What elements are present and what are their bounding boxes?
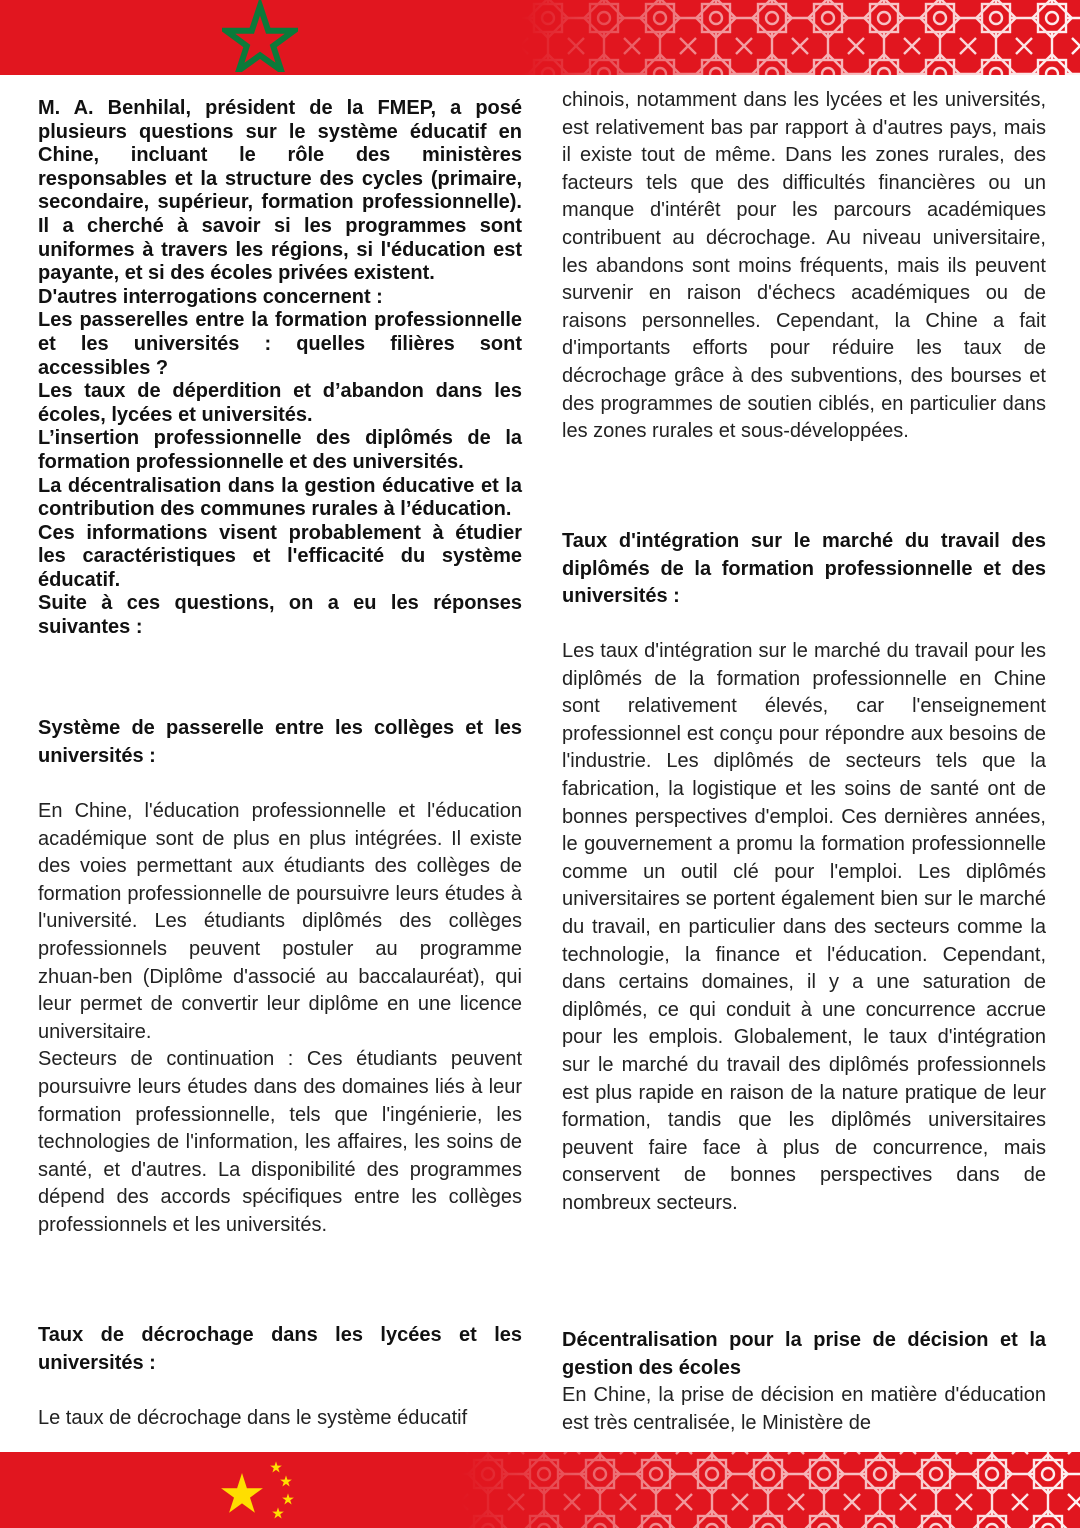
bottom-banner	[0, 1452, 1080, 1528]
decrochage-paragraph-cont: chinois, notamment dans les lycées et les universités, est relativement bas par rapport à d'autres pays, mais il existe tout de même. Dans les zones rurales, des facteurs tels que des difficultés financières ou un manque d'intérêt pour les parcours académiques contribuent au décrochage. Au niveau universitaire, les abandons sont moins fréquents, mais ils peuvent survenir en raison d'échecs académiques ou de raisons personnelles. Cependant, la Chine a fait d'importants efforts pour réduire les taux de décrochage grâce à des subventions, des bourses et des programmes de soutien ciblés, en particulier dans les zones rurales et sous-développées.	[562, 89, 1046, 443]
intro-paragraph: M. A. Benhilal, président de la FMEP, a posé plusieurs questions sur le système éducatif en Chine, incluant le rôle des ministères responsables et la structure des cycles (primaire, secondaire, supérieur, formation professionnelle). Il a cherché à savoir si les programmes sont uniformes à travers les régions, si l'éducation est payante, et si des écoles privées existent.	[38, 97, 522, 285]
top-banner	[0, 0, 1080, 75]
intro-block	[38, 97, 522, 640]
green-star-icon	[222, 0, 298, 72]
yellow-stars-icon	[218, 1457, 308, 1527]
integration-paragraph: Les taux d'intégration sur le marché du travail pour les diplômés de la formation professionnelle en Chine sont relativement élevés, car l'enseignement professionnel est conçu pour répondre aux besoins de l'industrie. Les diplômés de secteurs tels que la fabrication, la logistique et les soins de santé ont de bonnes perspectives d'emploi. Ces dernières années, le gouvernement a promu la formation professionnelle comme un outil clé pour l'emploi. Les diplômés universitaires se portent également bien sur le marché du travail, en particulier dans des secteurs comme la technologie, la finance et l'éducation. Cependant, dans certains domaines, il y a une saturation de diplômés, ce qui conduit à une concurrence accrue pour les emplois. Globalement, le taux d'intégration sur le marché du travail des diplômés professionnels est plus rapide en raison de la nature pratique de leur formation, tandis que les diplômés universitaires peuvent faire face à plus de concurrence, mais conservent de bonnes perspectives dans de nombreux secteurs.	[562, 640, 1046, 1214]
question-insertion: L’insertion professionnelle des diplômés de la formation professionnelle et des universités.	[38, 427, 522, 473]
question-passerelles: Les passerelles entre la formation professionnelle et les universités : quelles filières sont accessibles ?	[38, 309, 522, 379]
answers-intro: Suite à ces questions, on a eu les réponses suivantes :	[38, 592, 522, 639]
heading-passerelle: Système de passerelle entre les collèges et les universités :	[38, 717, 522, 767]
questions-intro: D'autres interrogations concernent :	[38, 285, 383, 308]
question-decentralisation: La décentralisation dans la gestion éducative et la contribution des communes rurales à l’éducation.	[38, 474, 522, 521]
questions-purpose: Ces informations visent probablement à étudier les caractéristiques et l'efficacité du système éducatif.	[38, 521, 522, 591]
heading-decentralisation: Décentralisation pour la prise de décision et la gestion des écoles	[562, 1329, 1046, 1379]
heading-decrochage: Taux de décrochage dans les lycées et les universités :	[38, 1324, 522, 1374]
heading-integration: Taux d'intégration sur le marché du travail des diplômés de la formation professionnelle et des universités :	[562, 530, 1046, 608]
question-deperdition: Les taux de déperdition et d’abandon dans les écoles, lycées et universités.	[38, 380, 522, 426]
passerelle-paragraph: En Chine, l'éducation professionnelle et l'éducation académique sont de plus en plus intégrées. Il existe des voies permettant aux étudiants des collèges de formation professionnelle de poursuivre leurs études à l'université. Les étudiants diplômés des collèges professionnels peuvent postuler au programme zhuan-ben (Diplôme d'associé au baccalauréat), qui leur permet de convertir leur diplôme en une licence universitaire.	[38, 800, 522, 1043]
secteurs-paragraph: Secteurs de continuation : Ces étudiants peuvent poursuivre leurs études dans des domaines liés à leur formation professionnelle, tels que l'ingénierie, les technologies de l'information, les affaires, les soins de santé, et d'autres. La disponibilité des programmes dépend des accords spécifiques entre les collèges professionnels et les universités.	[38, 1048, 522, 1236]
moroccan-pattern-bottom	[460, 1452, 1080, 1528]
decentralisation-paragraph: En Chine, la prise de décision en matière d'éducation est très centralisée, le Ministère de	[562, 1384, 1046, 1434]
moroccan-pattern-top	[520, 0, 1080, 75]
decrochage-paragraph-start: Le taux de décrochage dans le système éducatif	[38, 1407, 468, 1429]
passerelle-block	[38, 798, 522, 1240]
